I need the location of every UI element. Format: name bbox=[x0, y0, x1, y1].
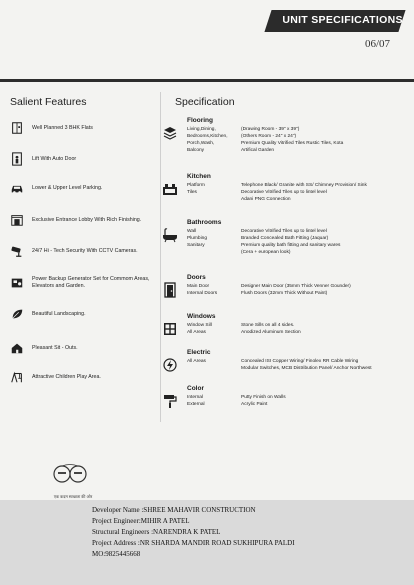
spec-heading: Color bbox=[187, 385, 204, 392]
mobile-number: MO:9825445668 bbox=[92, 550, 141, 558]
door-icon bbox=[162, 282, 180, 300]
car-icon bbox=[8, 181, 26, 195]
window-icon bbox=[162, 321, 180, 339]
spec-row: Bedrooms,Kitchen, (Others Room - 24" x 24") bbox=[187, 134, 297, 139]
feature-item: Exclusive Entrance Lobby With Rich Finishing. bbox=[8, 213, 162, 227]
footer-info bbox=[92, 505, 295, 560]
feature-item: Attractive Children Play Area. bbox=[8, 370, 162, 384]
spec-heading: Doors bbox=[187, 274, 206, 281]
page-number: 06/07 bbox=[365, 38, 391, 50]
header-divider bbox=[0, 79, 414, 82]
spec-row: Internal Doors Flush Doors (32mm Thick Without Paint) bbox=[187, 291, 328, 296]
leaf-icon bbox=[8, 307, 26, 321]
spec-section-doors bbox=[162, 274, 410, 302]
spec-row: Balcony Artifical Garden bbox=[187, 148, 275, 153]
logo-caption: एक कदम स्वच्छता की ओर bbox=[53, 494, 93, 499]
swachh-bharat-logo bbox=[52, 462, 88, 490]
spec-heading: Kitchen bbox=[187, 173, 211, 180]
page-title: UNIT SPECIFICATIONS bbox=[282, 14, 403, 26]
stove-icon bbox=[162, 181, 180, 199]
spec-row: Tiles Decorative Vitrified Tiles up to lintel level bbox=[187, 190, 327, 195]
feature-item: Lift With Auto Door bbox=[8, 152, 162, 166]
lobby-icon bbox=[8, 213, 26, 227]
spec-row: Platform Telephone Black/ Granite with SS/ Chimney Provision/ Sink bbox=[187, 183, 367, 188]
spec-row: (Cera + european look) bbox=[241, 250, 291, 255]
play-area-icon bbox=[8, 370, 26, 384]
lift-icon bbox=[8, 152, 26, 166]
spec-row: Main Door Designer Main Door (35mm Thick Venner Gounder) bbox=[187, 284, 351, 289]
spec-row: External Acrylic Paint bbox=[187, 402, 268, 407]
spec-section-bathrooms bbox=[162, 219, 410, 263]
feature-item: 24/7 Hi - Tech Security With CCTV Cameras. bbox=[8, 244, 162, 258]
spec-row: Living,Dining, (Drawing Room - 39" x 39") bbox=[187, 127, 300, 132]
house-icon bbox=[8, 341, 26, 355]
spec-row: Adani PNG Connection bbox=[241, 197, 291, 202]
cctv-icon bbox=[8, 244, 26, 258]
spec-row: Porch,Wash, Premium Quality Vitrified Tiles Rustic Tiles, Kota bbox=[187, 141, 344, 146]
project-engineer: Project Engineer:MIHIR A PATEL bbox=[92, 517, 190, 525]
salient-features-title: Salient Features bbox=[10, 96, 87, 108]
feature-item: Pleasant Sit - Outs. bbox=[8, 341, 162, 355]
spec-heading: Flooring bbox=[187, 117, 213, 124]
spec-heading: Windows bbox=[187, 313, 216, 320]
feature-item: Power Backup Generator Set for Commom Areas, Elevators and Garden. bbox=[8, 276, 162, 290]
feature-item: Beautiful Landscaping. bbox=[8, 307, 162, 321]
spec-row: Wall Decorative Vitrified Tiles up to lintel level bbox=[187, 229, 327, 234]
developer-name: Developer Name :SHREE MAHAVIR CONSTRUCTION bbox=[92, 506, 256, 514]
spec-row: Window Sill Stone Sills on all 4 sides. bbox=[187, 323, 295, 328]
spec-row: All Areas Anodized Aluminum Section bbox=[187, 330, 301, 335]
flat-icon bbox=[8, 121, 26, 135]
spec-section-flooring bbox=[162, 117, 410, 161]
spec-section-electric bbox=[162, 349, 410, 377]
spec-heading: Bathrooms bbox=[187, 219, 222, 226]
spec-section-color bbox=[162, 385, 410, 413]
spec-section-windows bbox=[162, 313, 410, 341]
feature-item: Lower & Upper Level Parking. bbox=[8, 181, 162, 195]
electric-icon bbox=[162, 357, 180, 375]
spec-heading: Electric bbox=[187, 349, 211, 356]
spec-section-kitchen bbox=[162, 173, 410, 209]
spec-row: Plumbing Branded Concealed Bath Fitting (Jaquar) bbox=[187, 236, 329, 241]
specification-title: Specification bbox=[175, 96, 235, 108]
spec-row: Sanitary Premium quality bath fitting and sanitary wares bbox=[187, 243, 341, 248]
spec-row: All Areas Concealed ISI Copper Wiring/ Finolex RR Cable Wiring bbox=[187, 359, 359, 364]
title-banner bbox=[264, 10, 405, 32]
spec-row: Modular Switches, MCB Distribution Panel/ Anchor Northwest bbox=[241, 366, 372, 371]
paint-roller-icon bbox=[162, 393, 180, 411]
spec-row: Internal Putty Finish on Walls bbox=[187, 395, 286, 400]
structural-engineer: Structural Engineers :NARENDRA K PATEL bbox=[92, 528, 221, 536]
project-address: Project Address :NR SHARDA MANDIR ROAD SUKHIPURA PALDI bbox=[92, 539, 295, 547]
bathtub-icon bbox=[162, 227, 180, 245]
generator-icon bbox=[8, 276, 26, 290]
feature-item: Well Planned 3 BHK Flats bbox=[8, 121, 162, 135]
tiles-icon bbox=[162, 125, 180, 143]
